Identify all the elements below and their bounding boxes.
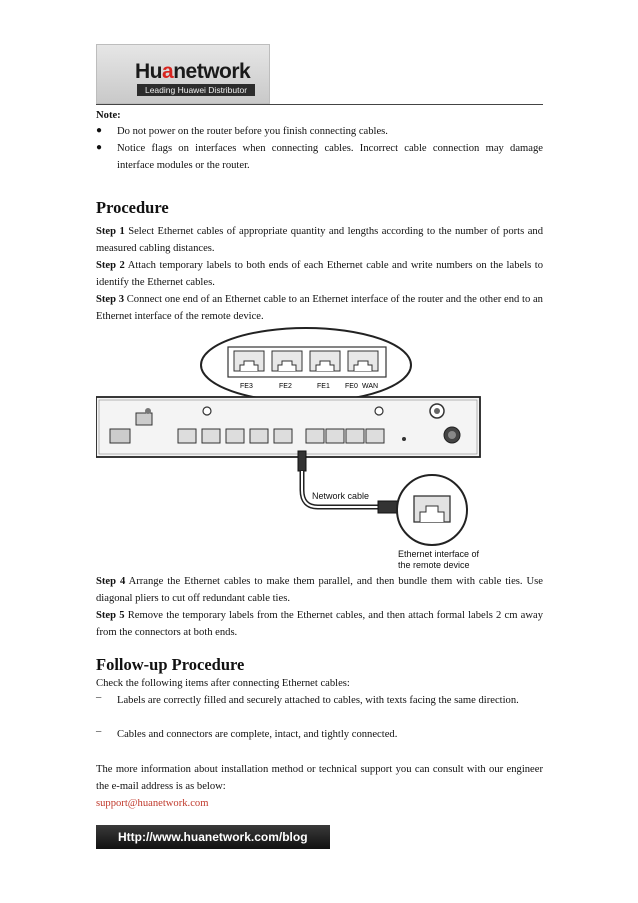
- blog-url-banner[interactable]: Http://www.huanetwork.com/blog: [96, 825, 330, 849]
- router-connection-diagram: [96, 325, 543, 575]
- header-divider: [96, 104, 543, 105]
- procedure-step: Step 4 Arrange the Ethernet cables to make them parallel, and then bundle them with cable ties. Use diagonal pliers to cut off redundant cable ties.: [96, 576, 543, 604]
- followup-heading: Follow-up Procedure: [96, 655, 245, 674]
- bullet-icon: ●: [96, 142, 103, 153]
- contact-text: The more information about installation method or technical support you can consult with our engineer the e-mail address is as below:: [96, 764, 543, 792]
- note-item: Notice flags on interfaces when connecting cables. Incorrect cable connection may damage interface modules or the router.: [117, 143, 543, 171]
- port-label: FE0: [345, 383, 358, 390]
- port-label: FE3: [240, 383, 253, 390]
- port-label: WAN: [362, 383, 379, 390]
- procedure-step: Step 3 Connect one end of an Ethernet cable to an Ethernet interface of the router and the other end to an Ethernet interface of the remote device.: [96, 294, 543, 322]
- port-label: FE1: [317, 383, 330, 390]
- note-item: Do not power on the router before you finish connecting cables.: [117, 126, 388, 137]
- note-label: Note:: [96, 110, 121, 121]
- procedure-step: Step 2 Attach temporary labels to both ends of each Ethernet cable and write numbers on the labels to identify the Ethernet cables.: [96, 260, 543, 288]
- logo-wordmark: Huanetwork: [135, 60, 251, 83]
- support-email-link[interactable]: support@huanetwork.com: [96, 798, 209, 809]
- remote-device-interface: [397, 475, 480, 570]
- followup-item: Labels are correctly filled and securely attached to cables, with texts facing the same direction.: [117, 695, 519, 706]
- followup-intro: Check the following items after connecting Ethernet cables:: [96, 678, 350, 689]
- dash-bullet: –: [96, 726, 102, 737]
- port-label: FE2: [279, 383, 292, 390]
- procedure-step: Step 1 Select Ethernet cables of appropriate quantity and lengths according to the number of ports and measured cabling distances.: [96, 226, 543, 254]
- cable-label: Network cable: [312, 491, 370, 501]
- bullet-icon: ●: [96, 125, 103, 136]
- network-cable: [298, 451, 398, 513]
- dash-bullet: –: [96, 692, 102, 703]
- procedure-step: Step 5 Remove the temporary labels from the Ethernet cables, and then attach formal labels 2 cm away from the connectors at both ends.: [96, 610, 543, 638]
- huanetwork-logo: [96, 44, 270, 104]
- remote-label-line2: the remote device: [398, 560, 470, 570]
- followup-item: Cables and connectors are complete, intact, and tightly connected.: [117, 729, 398, 740]
- logo-tagline: Leading Huawei Distributor: [137, 84, 255, 96]
- remote-label-line1: Ethernet interface of: [398, 549, 480, 559]
- procedure-heading: Procedure: [96, 198, 169, 217]
